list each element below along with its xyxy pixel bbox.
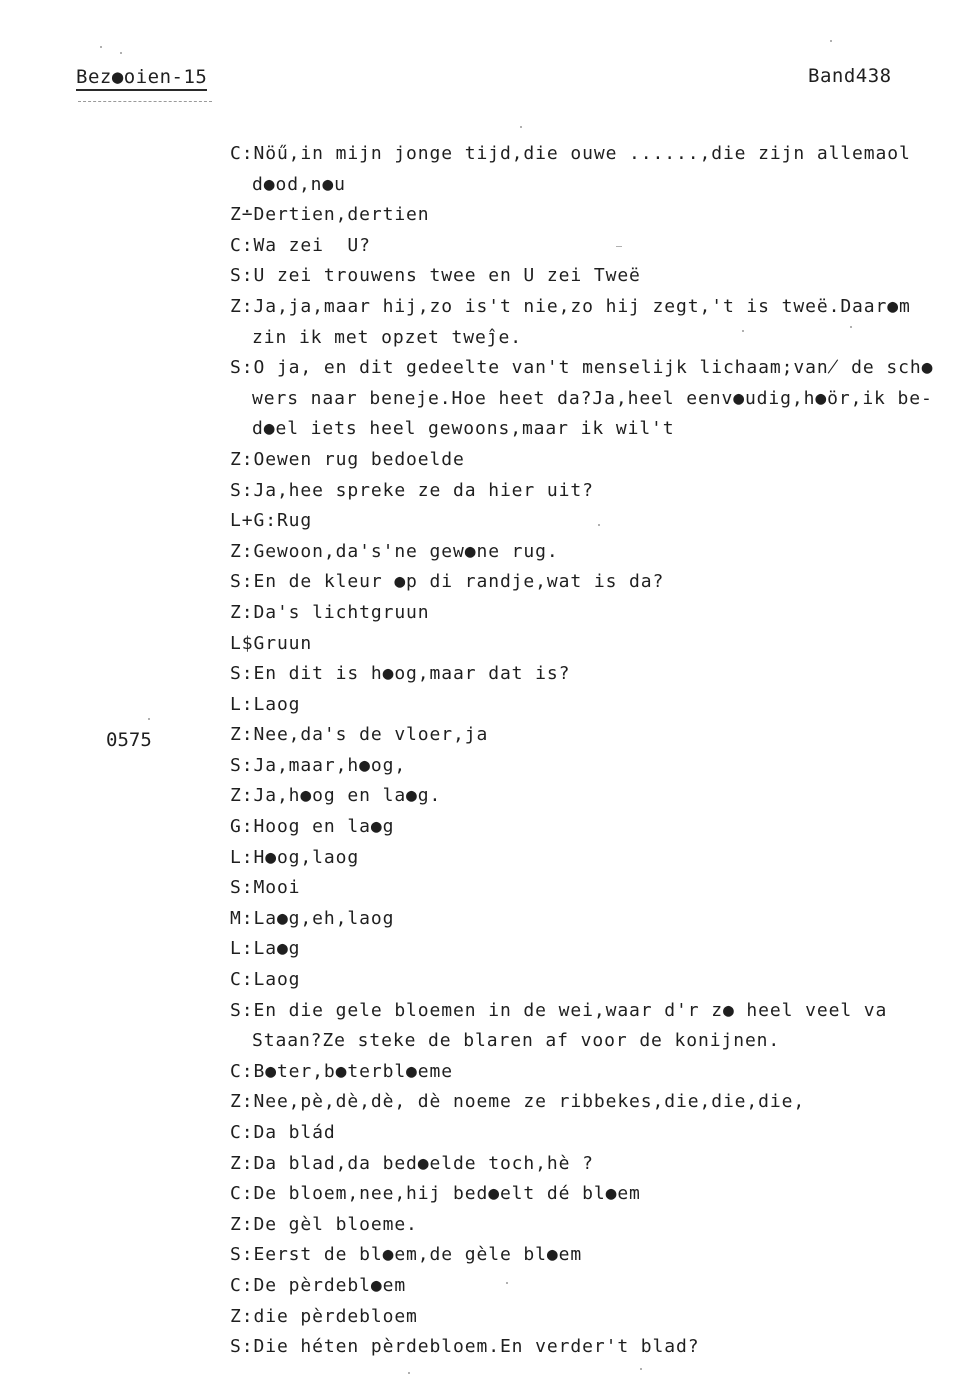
transcript-continuation-line: zin ik met opzet tweĵe. (252, 326, 522, 348)
transcript-line: L:Laog (230, 693, 301, 715)
transcript-line: G:Hoog en la●g (230, 816, 395, 838)
paper-speck (850, 326, 852, 328)
transcript-line: S:Eerst de bl●em,de gèle bl●em (230, 1244, 583, 1266)
transcript-line: S:En de kleur ●p di randje,wat is da? (230, 571, 665, 593)
paper-speck (616, 246, 622, 247)
transcript-line: C:B●ter,b●terbl●eme (230, 1060, 454, 1082)
paper-speck (120, 52, 122, 54)
transcript-line: S:U zei trouwens twee en U zei Tweë (230, 265, 641, 287)
transcript-line: Z:Da blad,da bed●elde toch,hè ? (230, 1152, 594, 1174)
transcript-line: Z:Ja,h●og en la●g. (230, 785, 442, 807)
transcript-line: L:La●g (230, 938, 301, 960)
transcript-continuation-line: Staan?Ze steke de blaren af voor de konijnen. (252, 1030, 781, 1052)
transcript-line: S:En die gele bloemen in de wei,waar d'r z● heel veel va (230, 999, 888, 1021)
transcript-line: S:O ja, en dit gedeelte van't menselijk lichaam;van̸ de sch● (230, 357, 934, 379)
header-underline-dash (78, 101, 212, 102)
paper-speck (598, 524, 600, 526)
transcript-line: C:De bloem,nee,hij bed●elt dé bl●em (230, 1183, 641, 1205)
transcript-line: L:H●og,laog (230, 846, 360, 868)
paper-speck (148, 718, 150, 720)
transcript-line: C:Nöű,in mijn jonge tijd,die ouwe ......,die zijn allemaol (230, 143, 911, 164)
transcript-line: C:Wa zei U? (230, 234, 371, 256)
transcript-line: C:De pèrdebl●em (230, 1274, 407, 1296)
paper-speck (830, 40, 832, 42)
transcript-line: L$Gruun (230, 632, 313, 654)
transcript-line: S:En dit is h●og,maar dat is? (230, 663, 571, 685)
transcript-continuation-line: d●el iets heel gewoons,maar ik wil't (252, 418, 675, 440)
page-header-left: Bez●oien-15 (76, 66, 207, 91)
transcript-line: S:Die héten pèrdebloem.En verder't blad? (230, 1336, 700, 1358)
transcript-line: Z:Ja,ja,maar hij,zo is't nie,zo hij zegt,'t is tweë.Daar●m (230, 295, 911, 317)
transcript-line: S:Ja,maar,h●og, (230, 754, 407, 776)
transcript-line: Z∸Dertien,dertien (230, 204, 430, 226)
paper-speck (100, 46, 102, 48)
paper-speck (408, 1372, 410, 1374)
transcript-lines (230, 139, 966, 1363)
transcript-line: C:Laog (230, 969, 301, 991)
transcript-line: Z:Da's lichtgruun (230, 601, 430, 623)
margin-counter-note: 0575 (106, 729, 152, 751)
transcript-line: Z:Oewen rug bedoelde (230, 448, 465, 470)
transcript-continuation-line: d●od,n●u (252, 173, 346, 195)
paper-speck (742, 330, 744, 332)
transcript-line: S:Mooi (230, 877, 301, 899)
paper-speck (520, 126, 522, 128)
transcript-line: L+G:Rug (230, 510, 313, 532)
page-header-right: Band438 (808, 65, 892, 87)
paper-speck (640, 1368, 642, 1370)
transcript-line: Z:De gèl bloeme. (230, 1213, 418, 1235)
transcript-line: Z:Nee,da's de vloer,ja (230, 724, 489, 746)
transcript-continuation-line: wers naar beneje.Hoe heet da?Ja,heel eenv●udig,h●ör,ik be- (252, 387, 933, 409)
transcript-line: Z:die pèrdebloem (230, 1305, 418, 1327)
transcript-line: C:Da blád (230, 1122, 336, 1143)
transcript-line: Z:Nee,pè,dè,dè, dè noeme ze ribbekes,die,die,die, (230, 1091, 806, 1113)
transcript-line: S:Ja,hee spreke ze da hier uit? (230, 479, 594, 501)
transcript-line: M:La●g,eh,laog (230, 907, 395, 929)
transcript-line: Z:Gewoon,da's'ne gew●ne rug. (230, 540, 559, 562)
paper-speck (506, 1282, 508, 1284)
